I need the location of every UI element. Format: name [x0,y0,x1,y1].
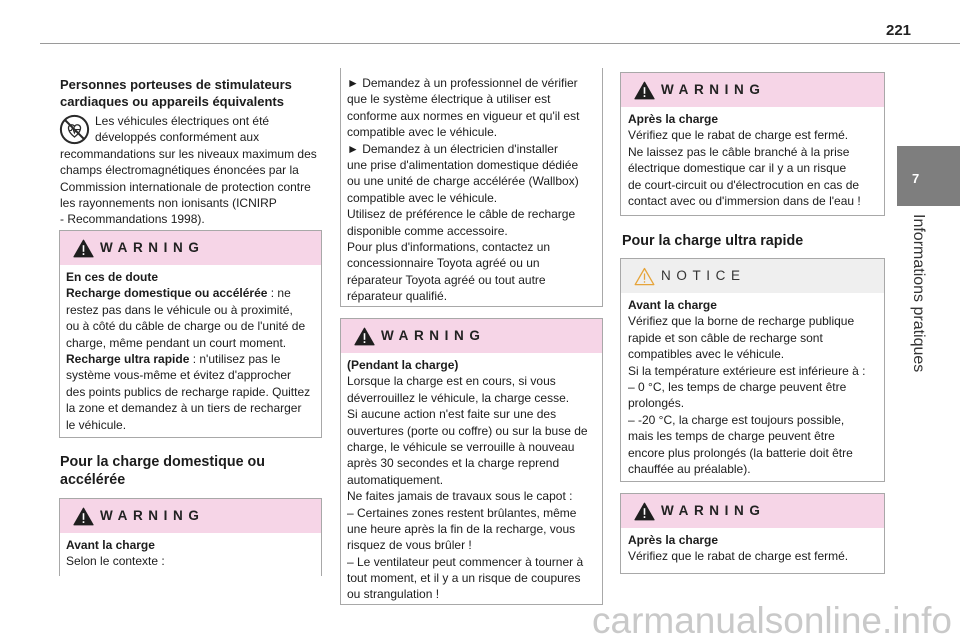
warning-triangle-icon [73,239,94,258]
warning-body [621,107,884,209]
warning-line: risquez de vous brûler ! [347,538,472,553]
warning-line: restez pas dans le véhicule ou à proximité, [66,302,293,317]
warning-box [340,318,603,605]
line-text: : n'utilisez pas le [189,351,281,366]
warning-line: Si aucune action n'est faite sur une des [347,407,557,422]
warning-line: de court-circuit ou d'électrocution en cas de [628,177,860,192]
notice-line: mais les temps de charge peuvent être [628,429,835,444]
warning-label: WARNING [100,240,205,255]
heading-line: cardiaques ou appareils équivalents [60,94,284,109]
warning-box [620,493,885,574]
chapter-tab [897,146,960,206]
warning-line: ou strangulation ! [347,587,440,602]
notice-line: rapide et son câble de recharge sont [628,330,823,345]
notice-line: encore plus prolongés (la batterie doit être [628,445,853,460]
warning-line [66,285,321,301]
warning-line: Vérifiez que le rabat de charge est fermé. [628,549,849,564]
warning-line: après 30 secondes et la charge reprend [347,456,560,471]
warning-header [341,319,602,353]
warning-line: une prise d'alimentation domestique dédiée [347,157,579,172]
warning-line: ou une unité de charge accélérée (Wallbox) [347,174,579,189]
warning-line: Utilisez de préférence le câble de recharge [347,207,576,222]
warning-triangle-icon [634,81,655,100]
warning-line: la zone et demandez à un tiers de recharger [66,401,302,416]
warning-line: système vous-même et évitez d'approcher [66,368,292,383]
bold-term: Recharge domestique ou accélérée [66,286,268,301]
paragraph-line: Commission internationale de protection contre [60,179,311,194]
warning-line: automatiquement. [347,472,444,487]
warning-line: le véhicule. [66,417,127,432]
warning-box-continuation [340,68,603,307]
warning-label: WARNING [381,328,486,343]
warning-line: – Certaines zones restent brûlantes, même [347,505,577,520]
notice-label: NOTICE [661,268,746,283]
notice-line: – -20 °C, la charge est toujours possible, [628,412,845,427]
warning-line: Ne faites jamais de travaux sous le capot : [347,489,573,504]
section-heading-pacemaker [60,76,292,110]
warning-box [59,230,322,438]
bold-term: Recharge ultra rapide [66,351,190,366]
notice-line: Si la température extérieure est inférieure à : [628,363,866,378]
notice-body [621,293,884,477]
warning-line: Vérifiez que le rabat de charge est fermé. [628,128,849,143]
warning-label: WARNING [100,508,205,523]
warning-line: ► Demandez à un électricien d'installer [347,141,558,156]
warning-label: WARNING [661,82,766,97]
warning-body [60,533,321,570]
notice-line: compatibles avec le véhicule. [628,347,785,362]
warning-line: réparateur qualifié. [347,289,448,304]
header-rule [40,43,960,44]
section-heading-ultra-fast-charge: Pour la charge ultra rapide [622,233,804,249]
warning-line: conforme aux normes en vigueur et qu'il est [347,108,580,123]
warning-line: ou à côté du câble de charge ou de l'unité de [66,319,306,334]
paragraph-line: développés conformément aux [95,130,260,145]
warning-label: WARNING [661,503,766,518]
warning-box [59,498,322,576]
warning-triangle-icon [73,507,94,526]
warning-line: concessionnaire Toyota agréé ou un [347,256,540,271]
warning-line: tout moment, et il y a un risque de coupures [347,571,581,586]
warning-line: déverrouillez le véhicule, la charge cesse. [347,390,570,405]
paragraph-line: les rayonnements non ionisants (ICNIRP [60,195,277,210]
pacemaker-paragraph [60,113,317,228]
warning-title: Avant la charge [66,538,155,552]
warning-line: électrique domestique car il y a un risque [628,161,847,176]
warning-line: que le système électrique à utiliser est [347,92,551,107]
warning-line: des points publics de recharge rapide. Quittez [66,384,311,399]
warning-line: ouvertures (porte ou coffre) ou sur la buse de [347,423,588,438]
warning-body [341,68,602,304]
notice-triangle-icon [634,267,655,286]
page-number: 221 [886,22,912,39]
paragraph-line: Les véhicules électriques ont été [95,114,270,128]
line-text: : ne [267,286,291,301]
notice-line: – 0 °C, les temps de charge peuvent être [628,379,847,394]
warning-body [621,528,884,565]
heading-line: accélérée [60,472,126,488]
warning-line: compatible avec le véhicule. [347,190,498,205]
warning-line: compatible avec le véhicule. [347,125,498,140]
chapter-number: 7 [912,171,920,186]
notice-line: Vérifiez que la borne de recharge publique [628,314,855,329]
paragraph-line: - Recommandations 1998). [60,212,205,227]
notice-line: chauffée au préalable). [628,461,751,476]
notice-box [620,258,885,482]
warning-header [621,494,884,528]
heading-line: Pour la charge domestique ou [60,454,265,470]
warning-title: Après la charge [628,533,719,547]
warning-header [60,231,321,265]
warning-triangle-icon [634,502,655,521]
warning-line: charge, le véhicule se verrouille à nouveau [347,439,575,454]
warning-triangle-icon [354,327,375,346]
warning-box [620,72,885,216]
warning-line: Lorsque la charge est en cours, si vous [347,374,556,389]
warning-line: Ne laissez pas le câble branché à la prise [628,144,850,159]
warning-line: une heure après la fin de la recharge, vous [347,521,576,536]
warning-line: Selon le contexte : [66,554,165,569]
warning-line [66,351,321,367]
section-heading-domestic-charge [60,453,265,489]
warning-line: contact avec ou d'immersion dans de l'eau ! [628,193,861,208]
notice-title: Avant la charge [628,298,717,312]
warning-line: Pour plus d'informations, contactez un [347,239,551,254]
warning-body [60,265,321,433]
warning-line: ► Demandez à un professionnel de vérifier [347,76,578,90]
warning-line: disponible comme accessoire. [347,223,508,238]
warning-header [621,73,884,107]
warning-title: Après la charge [628,112,719,126]
warning-line: charge, même pendant un court moment. [66,335,287,350]
notice-line: prolongés. [628,396,685,411]
chapter-title: Informations pratiques [910,214,927,373]
paragraph-line: recommandations sur les niveaux maximum des [60,146,317,161]
warning-header [60,499,321,533]
heading-line: Personnes porteuses de stimulateurs [60,77,292,92]
warning-title: En ces de doute [66,270,159,284]
warning-body [341,353,602,603]
notice-header [621,259,884,293]
watermark: carmanualsonline.info [592,600,952,640]
warning-title: (Pendant la charge) [347,358,459,372]
warning-line: – Le ventilateur peut commencer à tourner à [347,554,584,569]
paragraph-line: champs électromagnétiques énoncées par la [60,163,299,178]
warning-line: réparateur Toyota agréé ou tout autre [347,272,546,287]
